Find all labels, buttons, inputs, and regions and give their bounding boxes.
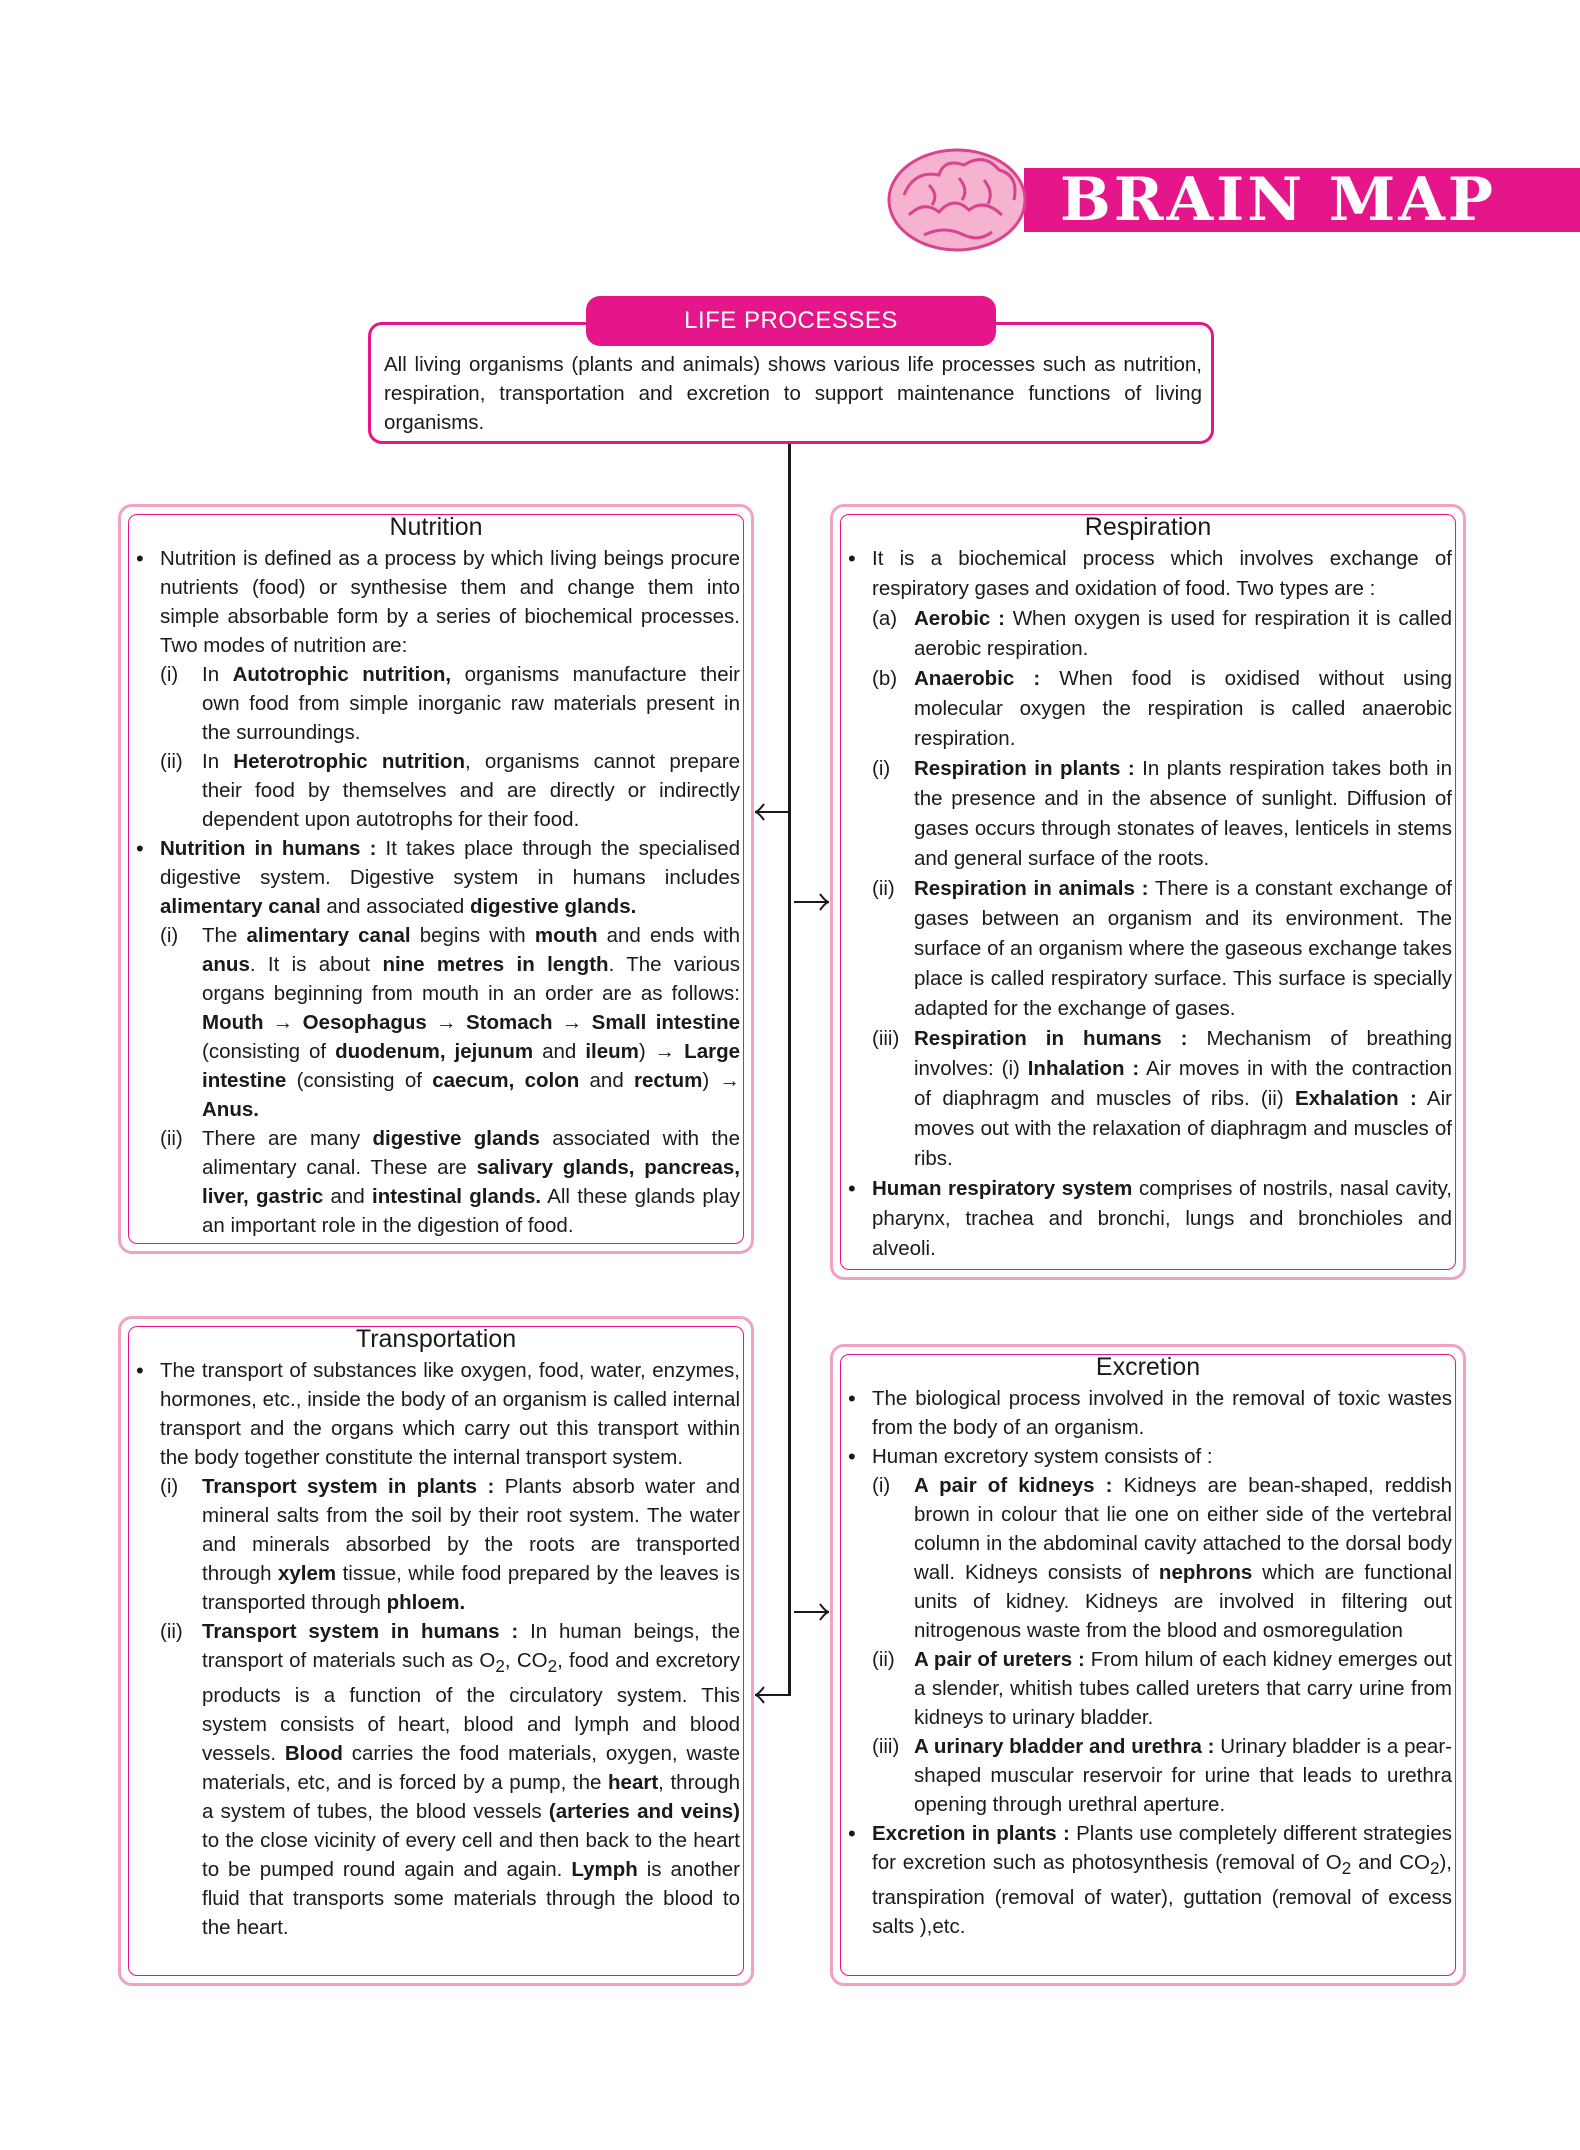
nutrition-in-humans: • Nutrition in humans : It takes place through the specialised digestive system. Digestive system in humans includes alimentary canal and associated digestive glands. [136,834,740,921]
nutrition-digestive-glands: (ii) There are many digestive glands associated with the alimentary canal. These are salivary glands, pancreas, liver, gastric and intestinal glands. All these glands play an important role in the digestion of food. [136,1124,740,1240]
transportation-content [136,1356,740,1942]
arrow-right-respiration-icon [792,890,832,914]
label: (ii) [160,1620,183,1643]
connector-line [788,444,791,1696]
transportation-title: Transportation [355,1325,517,1353]
nutrition-alimentary-canal: (i) The alimentary canal begins with mouth and ends with anus. It is about nine metres in length. The various organs beginning from mouth in an order are as follows: Mouth → Oesophagus → Stomach → Small intestine (consisting of duodenum, jejunum and ileum) → Large intestine (consisting of caecum, colon and rectum) → Anus. [136,921,740,1124]
arrow-left-transportation-icon [752,1683,792,1707]
respiration-content [848,544,1452,1264]
label: (iii) [872,1735,900,1758]
respiration-aerobic: (a) Aerobic : When oxygen is used for respiration it is called aerobic respiration. [848,604,1452,664]
life-processes-title: LIFE PROCESSES [586,296,996,346]
arrow-left-nutrition-icon [752,800,792,824]
label: (i) [160,1475,179,1498]
label: (i) [160,663,179,686]
transport-in-humans: (ii) Transport system in humans : In human beings, the transport of materials such as $O_2$, $CO_2$, food and excretory products is a function of the circulatory system. This system consists of heart, blood and lymph and blood vessels. Blood carries the food materials, oxygen, waste materials, etc, and is forced by a pump, the heart, through a system of tubes, the blood vessels (arteries and veins) to the close vicinity of every cell and then back to the heart to be pumped round again and again. Lymph is another fluid that transports some materials through the blood to the heart. [136,1617,740,1942]
respiration-humans: (iii) Respiration in humans : Mechanism of breathing involves: (i) Inhalation : Air moves in with the contraction of diaphragm and muscles of ribs. (ii) Exhalation : Air moves out with the relaxation of diaphragm and muscles of ribs. [848,1024,1452,1174]
transport-in-plants: (i) Transport system in plants : Plants absorb water and mineral salts from the soil by their root system. The water and minerals absorbed by the roots are transported through xylem tissue, while food prepared by the leaves is transported through phloem. [136,1472,740,1617]
label: (ii) [872,877,895,900]
label: (iii) [872,1027,900,1050]
label: (i) [872,757,891,780]
label: (ii) [160,1127,183,1150]
nutrition-content [136,544,740,1240]
brain-icon [884,140,1030,258]
excretion-in-plants: • Excretion in plants : Plants use completely different strategies for excretion such as photosynthesis (removal of $O_2$ and $CO_2$), transpiration (removal of water), guttation (removal of excess salts ),etc. [848,1819,1452,1941]
respiration-title: Respiration [1084,513,1212,541]
nutrition-autotrophic: (i) In Autotrophic nutrition, organisms manufacture their own food from simple inorganic raw materials present in the surroundings. [136,660,740,747]
respiration-definition: • It is a biochemical process which involves exchange of respiratory gases and oxidation of food. Two types are : [848,544,1452,604]
respiration-animals: (ii) Respiration in animals : There is a constant exchange of gases between an organism and its environment. The surface of an organism where the gaseous exchange takes place is called respiratory surface. This surface is specially adapted for the exchange of gases. [848,874,1452,1024]
label: (b) [872,667,898,690]
excretion-definition: • The biological process involved in the removal of toxic wastes from the body of an organism. [848,1384,1452,1442]
respiration-plants: (i) Respiration in plants : In plants respiration takes both in the presence and in the absence of sunlight. Diffusion of gases occurs through stonates of leaves, lenticels in stems and general surface of the roots. [848,754,1452,874]
label: (i) [872,1474,891,1497]
excretion-urinary-bladder: (iii) A urinary bladder and urethra : Urinary bladder is a pear-shaped muscular reservoir for urine that leads to urethra opening through urethral aperture. [848,1732,1452,1819]
nutrition-title: Nutrition [389,513,483,541]
label: (a) [872,607,898,630]
human-excretory-system: • Human excretory system consists of : [848,1442,1452,1471]
arrow-right-excretion-icon [792,1600,832,1624]
nutrition-heterotrophic: (ii) In Heterotrophic nutrition, organisms cannot prepare their food by themselves and are directly or indirectly dependent upon autotrophs for their food. [136,747,740,834]
transportation-definition: • The transport of substances like oxygen, food, water, enzymes, hormones, etc., inside the body of an organism is called internal transport and the organs which carry out this transport within the body together constitute the internal transport system. [136,1356,740,1472]
label: (i) [160,924,179,947]
excretion-content [848,1384,1452,1941]
label: (ii) [160,750,183,773]
excretion-kidneys: (i) A pair of kidneys : Kidneys are bean-shaped, reddish brown in colour that lie one on either side of the vertebral column in the abdominal cavity attached to the dorsal body wall. Kidneys consists of nephrons which are functional units of kidney. Kidneys are involved in filtering out nitrogenous waste from the blood and osmoregulation [848,1471,1452,1645]
human-respiratory-system: • Human respiratory system comprises of nostrils, nasal cavity, pharynx, trachea and bronchi, lungs and bronchioles and alveoli. [848,1174,1452,1264]
excretion-ureters: (ii) A pair of ureters : From hilum of each kidney emerges out a slender, whitish tubes called ureters that carry urine from kidneys to urinary bladder. [848,1645,1452,1732]
life-processes-description: All living organisms (plants and animals) shows various life processes such as nutrition, respiration, transportation and excretion to support maintenance functions of living organisms. [384,353,1202,434]
page-title: BRAIN MAP [1060,165,1497,235]
respiration-anaerobic: (b) Anaerobic : When food is oxidised without using molecular oxygen the respiration is called anaerobic respiration. [848,664,1452,754]
nutrition-definition: • Nutrition is defined as a process by which living beings procure nutrients (food) or synthesise them and change them into simple absorbable form by a series of biochemical processes. Two modes of nutrition are: [136,544,740,660]
label: (ii) [872,1648,895,1671]
excretion-title: Excretion [1095,1353,1201,1381]
